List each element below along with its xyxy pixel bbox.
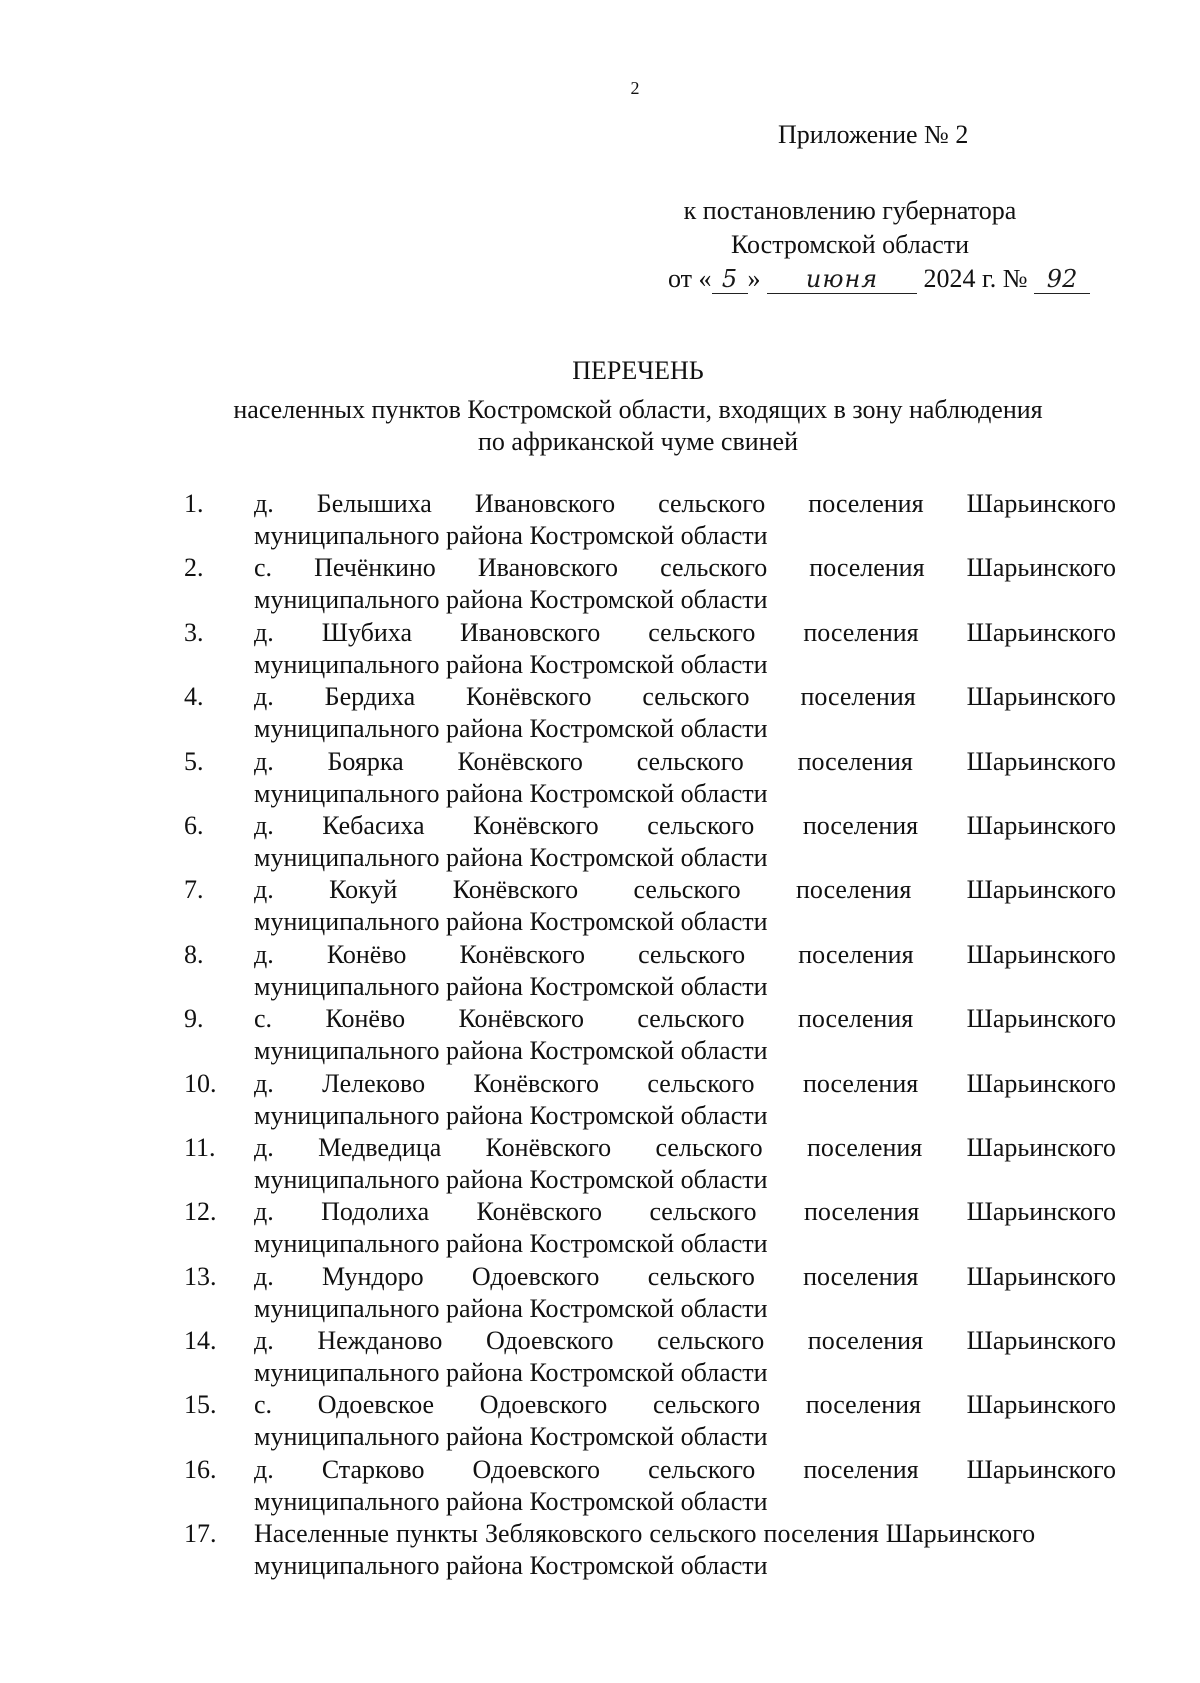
list-item-line1 xyxy=(254,488,1116,520)
list-subtitle-line1: населенных пунктов Костромской области, входящих в зону наблюдения xyxy=(233,395,1043,424)
list-item-word: Шарьинского xyxy=(966,682,1116,712)
list-item-word: сельского xyxy=(647,810,755,840)
list-item-text xyxy=(254,746,1116,810)
list-subtitle-line2: по африканской чуме свиней xyxy=(478,427,798,456)
list-item-word: д. xyxy=(254,682,274,712)
list-item-number: 11. xyxy=(184,1132,216,1162)
list-item-word: д. xyxy=(254,1326,274,1356)
list-item-word: Кебасиха xyxy=(322,810,425,840)
list-item-word: Шарьинского xyxy=(966,1261,1116,1291)
date-year-number-label: 2024 г. № xyxy=(923,264,1028,293)
list-item xyxy=(184,1454,1116,1518)
list-item-word: Шарьинского xyxy=(966,489,1116,518)
list-item-word: Конёвского xyxy=(466,682,592,712)
list-item-word: сельского xyxy=(642,682,750,712)
list-item xyxy=(184,1325,1116,1389)
decree-reference-line1: к постановлению губернатора xyxy=(683,196,1017,225)
list-item-word: д. xyxy=(254,1068,274,1098)
list-item-word: Конёвского xyxy=(457,746,583,776)
list-item-word: д. xyxy=(254,1132,274,1162)
list-item-line2: муниципального района Костромской области xyxy=(254,1100,768,1130)
list-item-line2: муниципального района Костромской области xyxy=(254,907,768,937)
list-item-word: Шарьинского xyxy=(966,617,1116,647)
list-item-line2: муниципального района Костромской области xyxy=(254,585,768,615)
list-item-line2: муниципального района Костромской области xyxy=(254,1551,768,1581)
list-title: ПЕРЕЧЕНЬ xyxy=(572,356,704,385)
list-item-word: поселения xyxy=(807,1326,924,1356)
list-item-line1 xyxy=(254,746,1116,778)
list-item xyxy=(184,1068,1116,1132)
list-item-line2: муниципального района Костромской области xyxy=(254,1358,768,1388)
list-item-line1 xyxy=(254,617,1116,649)
list-item-word: Шарьинского xyxy=(966,746,1116,776)
list-item-line2: муниципального района Костромской области xyxy=(254,1486,768,1516)
list-item xyxy=(184,1003,1116,1067)
list-item xyxy=(184,810,1116,874)
list-item-word: сельского xyxy=(655,1132,763,1162)
list-item xyxy=(184,939,1116,1003)
date-prefix: от « xyxy=(668,264,712,293)
list-item xyxy=(184,1132,1116,1196)
list-item xyxy=(184,488,1116,552)
list-item-line2: муниципального района Костромской области xyxy=(254,971,768,1001)
list-item-word: поселения xyxy=(803,1261,919,1291)
list-item-word: сельского xyxy=(649,1519,757,1549)
list-item-text xyxy=(254,1003,1116,1067)
list-item xyxy=(184,874,1116,938)
list-item-line2: муниципального района Костромской области xyxy=(254,714,768,744)
list-item-word: поселения xyxy=(798,939,914,969)
list-item-text xyxy=(254,1454,1116,1518)
list-item-number: 4. xyxy=(184,682,204,712)
list-item xyxy=(184,617,1116,681)
list-item-word: Подолиха xyxy=(321,1197,430,1227)
list-item-number: 1. xyxy=(184,489,204,518)
list-item-word: Одоевское xyxy=(317,1390,435,1420)
list-item-word: Конёво xyxy=(326,939,407,969)
list-item-word: поселения xyxy=(797,1004,914,1034)
list-item-word: сельского xyxy=(657,1326,765,1356)
list-item-word: сельского xyxy=(647,1261,755,1291)
list-item xyxy=(184,681,1116,745)
list-item-word: поселения xyxy=(803,1197,920,1227)
list-item-line1 xyxy=(254,939,1116,971)
settlements-list xyxy=(184,488,1116,1583)
list-item xyxy=(184,1196,1116,1260)
list-item-line2: муниципального района Костромской области xyxy=(254,1036,768,1066)
list-item-word: Населенные xyxy=(254,1519,390,1549)
list-item-word: Шубиха xyxy=(321,617,412,647)
list-item-word: сельского xyxy=(637,1004,745,1034)
date-day-close: » xyxy=(747,264,761,293)
list-item-word: Печёнкино xyxy=(314,553,436,583)
list-item xyxy=(184,746,1116,810)
list-item-word: сельского xyxy=(647,1068,755,1098)
list-item xyxy=(184,1261,1116,1325)
list-item-word: Конёвского xyxy=(458,1004,584,1034)
handwritten-decree-number: 92 xyxy=(1034,265,1090,294)
list-item-word: Нежданово xyxy=(317,1326,443,1356)
list-item-line2: муниципального района Костромской области xyxy=(254,1293,768,1323)
list-item-text xyxy=(254,810,1116,874)
list-item-line2: муниципального района Костромской области xyxy=(254,842,768,872)
list-item-word: Одоевского xyxy=(471,1261,600,1291)
list-item-number: 13. xyxy=(184,1261,217,1291)
list-item-word: поселения xyxy=(802,810,919,840)
list-item-number: 8. xyxy=(184,939,204,969)
decree-date-line xyxy=(668,262,1090,296)
list-item-line2: муниципального района Костромской области xyxy=(254,1229,768,1259)
list-item-word: с. xyxy=(254,1390,273,1420)
list-item-word: с. xyxy=(254,553,273,583)
list-item-word: Шарьинского xyxy=(966,1326,1116,1356)
list-item-line2: муниципального района Костромской области xyxy=(254,778,768,808)
list-item-word: д. xyxy=(254,1197,274,1227)
decree-reference-line2: Костромской области xyxy=(730,230,970,259)
list-item-line1 xyxy=(254,810,1116,842)
list-item-word: д. xyxy=(254,746,274,776)
list-item-word: Ивановского xyxy=(477,553,619,583)
list-item-word: Шарьинского xyxy=(966,1390,1116,1420)
list-item-word: поселения xyxy=(803,617,919,647)
list-item-word: поселения xyxy=(796,875,912,905)
list-item xyxy=(184,552,1116,616)
list-item-word: сельского xyxy=(633,875,741,905)
list-item xyxy=(184,1389,1116,1453)
list-item-word: Одоевского xyxy=(472,1454,601,1484)
list-item-line1 xyxy=(254,1325,1116,1357)
list-item-number: 5. xyxy=(184,746,204,776)
list-item-text xyxy=(254,488,1116,552)
list-item-number: 2. xyxy=(184,553,204,583)
list-item-word: Шарьинского xyxy=(966,810,1116,840)
list-item-number: 17. xyxy=(184,1519,217,1549)
list-item-word: д. xyxy=(254,1454,274,1484)
list-item-line1 xyxy=(254,1132,1116,1164)
list-item-word: Мундоро xyxy=(322,1261,424,1291)
list-item-word: Шарьинского xyxy=(966,1132,1116,1162)
list-item-text xyxy=(254,1196,1116,1260)
list-item-word: Конёвского xyxy=(485,1132,612,1162)
list-item-word: Белышиха xyxy=(316,489,432,518)
list-item-number: 15. xyxy=(184,1390,217,1420)
list-item-line1 xyxy=(254,1261,1116,1293)
list-item-word: сельского xyxy=(648,1454,756,1484)
handwritten-month: июня xyxy=(767,265,917,294)
list-item-word: Бердиха xyxy=(324,682,416,712)
list-item-word: Боярка xyxy=(327,746,404,776)
list-item-number: 12. xyxy=(184,1197,217,1227)
list-item-text xyxy=(254,874,1116,938)
list-item-word: Зебляковского xyxy=(485,1519,643,1549)
list-item-word: Шарьинского xyxy=(966,939,1116,969)
list-item-word: поселения xyxy=(802,1068,919,1098)
list-item-word: д. xyxy=(254,939,274,969)
list-item-word: поселения xyxy=(797,746,913,776)
list-item-line2: муниципального района Костромской области xyxy=(254,1422,768,1452)
list-item-word: Шарьинского xyxy=(966,1454,1116,1484)
list-item-word: поселения xyxy=(808,489,924,518)
list-item-word: Конёвского xyxy=(473,810,599,840)
list-item-number: 14. xyxy=(184,1326,217,1356)
appendix-title: Приложение № 2 xyxy=(778,120,969,149)
list-item-text xyxy=(254,617,1116,681)
list-item-word: Шарьинского xyxy=(966,1004,1116,1034)
list-item-word: сельского xyxy=(636,746,744,776)
list-item-number: 10. xyxy=(184,1068,217,1098)
list-item-word: Медведица xyxy=(318,1132,442,1162)
list-item-line1 xyxy=(254,1454,1116,1486)
list-item-word: д. xyxy=(254,875,274,905)
list-item-word: Шарьинского xyxy=(966,553,1116,583)
list-item xyxy=(184,1518,1116,1582)
list-item-word: поселения xyxy=(806,1132,923,1162)
list-item-word: поселения xyxy=(763,1519,879,1549)
list-item-text xyxy=(254,552,1116,616)
list-item-number: 16. xyxy=(184,1454,217,1484)
list-item-word: Конёвского xyxy=(459,939,585,969)
list-item-line2: муниципального района Костромской области xyxy=(254,1164,768,1194)
list-item-word: Лелеково xyxy=(322,1068,426,1098)
list-item-word: сельского xyxy=(652,1390,761,1420)
list-item-word: Конёвского xyxy=(476,1197,603,1227)
list-item-word: Конёвского xyxy=(473,1068,599,1098)
list-item-text xyxy=(254,681,1116,745)
list-item-word: поселения xyxy=(805,1390,921,1420)
list-item-text xyxy=(254,1132,1116,1196)
list-item-line1 xyxy=(254,1068,1116,1100)
list-item-word: Ивановского xyxy=(474,489,616,518)
list-item-text xyxy=(254,1325,1116,1389)
list-item-word: Старково xyxy=(321,1454,425,1484)
list-item-text xyxy=(254,1389,1116,1453)
list-item-number: 3. xyxy=(184,617,204,647)
list-item-word: Шарьинского xyxy=(966,1197,1116,1227)
list-item-word: сельского xyxy=(658,489,766,518)
list-item-text xyxy=(254,1261,1116,1325)
list-item-word: Шарьинского xyxy=(885,1519,1036,1549)
list-item-word: сельского xyxy=(638,939,746,969)
list-item-word: поселения xyxy=(803,1454,919,1484)
list-item-line1 xyxy=(254,1389,1116,1421)
page-number: 2 xyxy=(630,78,640,98)
list-item-text xyxy=(254,1518,1116,1582)
list-item-line1 xyxy=(254,681,1116,713)
handwritten-day: 5 xyxy=(712,265,748,294)
list-item-word: пункты xyxy=(396,1519,479,1549)
list-item-word: Конёво xyxy=(325,1004,406,1034)
list-item-line1 xyxy=(254,1518,1116,1550)
list-item-word: Шарьинского xyxy=(966,1068,1116,1098)
list-item-word: сельского xyxy=(648,617,756,647)
list-item-word: д. xyxy=(254,810,274,840)
list-item-word: Конёвского xyxy=(452,875,579,905)
list-item-line2: муниципального района Костромской области xyxy=(254,521,768,550)
list-item-text xyxy=(254,1068,1116,1132)
list-item-word: сельского xyxy=(649,1197,757,1227)
list-item-word: Одоевского xyxy=(479,1390,608,1420)
list-item-word: Ивановского xyxy=(460,617,601,647)
list-item-word: сельского xyxy=(660,553,768,583)
list-item-word: Шарьинского xyxy=(966,875,1116,905)
list-item-word: д. xyxy=(254,617,274,647)
list-item-word: д. xyxy=(254,1261,274,1291)
list-item-line1 xyxy=(254,1196,1116,1228)
list-item-word: д. xyxy=(254,489,274,518)
list-item-word: с. xyxy=(254,1004,273,1034)
list-item-number: 9. xyxy=(184,1004,204,1034)
list-item-line2: муниципального района Костромской области xyxy=(254,649,768,679)
list-item-line1 xyxy=(254,874,1116,906)
list-item-word: поселения xyxy=(800,682,916,712)
list-item-line1 xyxy=(254,1003,1116,1035)
list-item-word: Кокуй xyxy=(329,875,398,905)
list-item-word: поселения xyxy=(809,553,925,583)
list-item-number: 7. xyxy=(184,875,204,905)
list-item-line1 xyxy=(254,552,1116,584)
list-item-number: 6. xyxy=(184,810,204,840)
list-item-text xyxy=(254,939,1116,1003)
list-item-word: Одоевского xyxy=(485,1326,614,1356)
